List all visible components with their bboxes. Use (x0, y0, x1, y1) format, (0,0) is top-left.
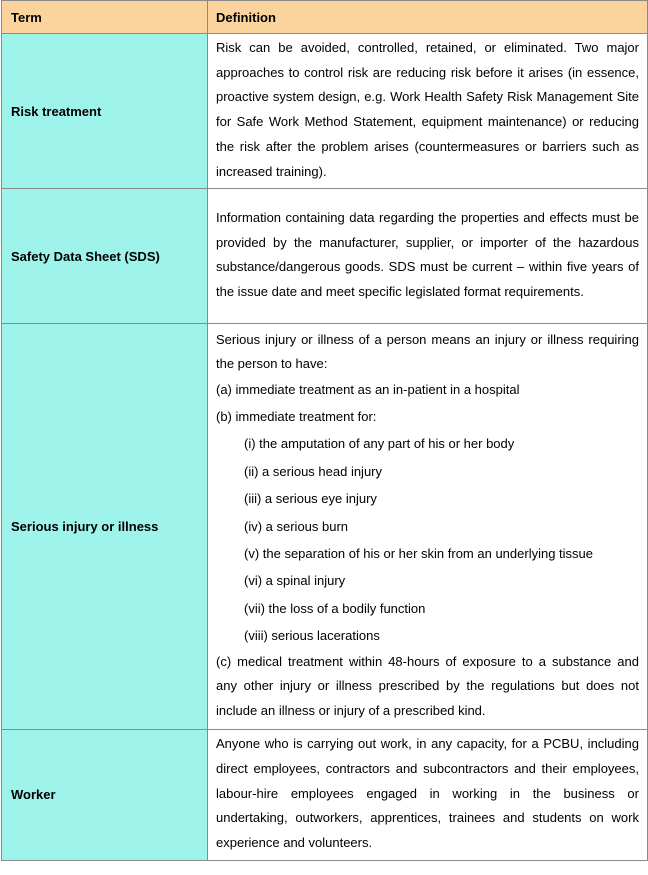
definition-cell (208, 34, 648, 189)
sub-list-item: (vi) a spinal injury (244, 573, 346, 589)
list-item-a: (a) immediate treatment as an in-patient in a hospital (216, 382, 520, 398)
sub-list-item: (iii) a serious eye injury (244, 491, 377, 507)
term-cell: Safety Data Sheet (SDS) (2, 189, 208, 324)
sub-list-item: (v) the separation of his or her skin from an underlying tissue (244, 545, 594, 561)
table-row-worker (2, 730, 648, 861)
definition-cell (208, 324, 648, 730)
definition-intro: Serious injury or illness of a person means an injury or illness requiring the person to have: (216, 331, 639, 372)
sub-list-item: (i) the amputation of any part of his or her body (244, 436, 515, 452)
table-row-serious-injury (2, 324, 648, 730)
sub-list-item: (viii) serious lacerations (244, 628, 380, 644)
table-header-row (2, 1, 648, 34)
definition-cell (208, 189, 648, 324)
term-cell: Serious injury or illness (2, 324, 208, 730)
sub-list-item: (ii) a serious head injury (244, 463, 383, 479)
glossary-table (1, 0, 648, 861)
term-cell: Risk treatment (2, 34, 208, 189)
definition-text: Information containing data regarding the properties and effects must be provided by the manufacturer, supplier, or importer of the hazardous substance/dangerous goods. SDS must be current – within five years of the issue date and meet specific legislated format requirements. (216, 209, 639, 299)
list-item-b: (b) immediate treatment for: (216, 408, 377, 424)
sub-list-item: (iv) a serious burn (244, 518, 349, 534)
definition-column-header: Definition (208, 1, 648, 34)
table-row-sds (2, 189, 648, 324)
list-item-c: (c) medical treatment within 48-hours of exposure to a substance and any other injury or illness prescribed by the regulations but does not include an illness or injury of a prescribed kind. (216, 653, 639, 718)
sub-list-item: (vii) the loss of a bodily function (244, 600, 426, 616)
table-row-risk-treatment (2, 34, 648, 189)
definition-text: Risk can be avoided, controlled, retained, or eliminated. Two major approaches to control risk are reducing risk before it arises (in essence, proactive system design, e.g. Work Health Safety Risk Management Site for Safe Work Method Statement, equipment maintenance) or reducing the risk after the problem arises (countermeasures or barriers such as increased training). (216, 40, 639, 179)
definition-cell (208, 730, 648, 861)
term-column-header: Term (2, 1, 208, 34)
term-cell: Worker (2, 730, 208, 861)
definition-text: Anyone who is carrying out work, in any capacity, for a PCBU, including direct employees, contractors and subcontractors and their employees, labour-hire employees engaged in working in the business or undertaking, outworkers, apprentices, trainees and students on work experience and volunteers. (216, 736, 639, 851)
